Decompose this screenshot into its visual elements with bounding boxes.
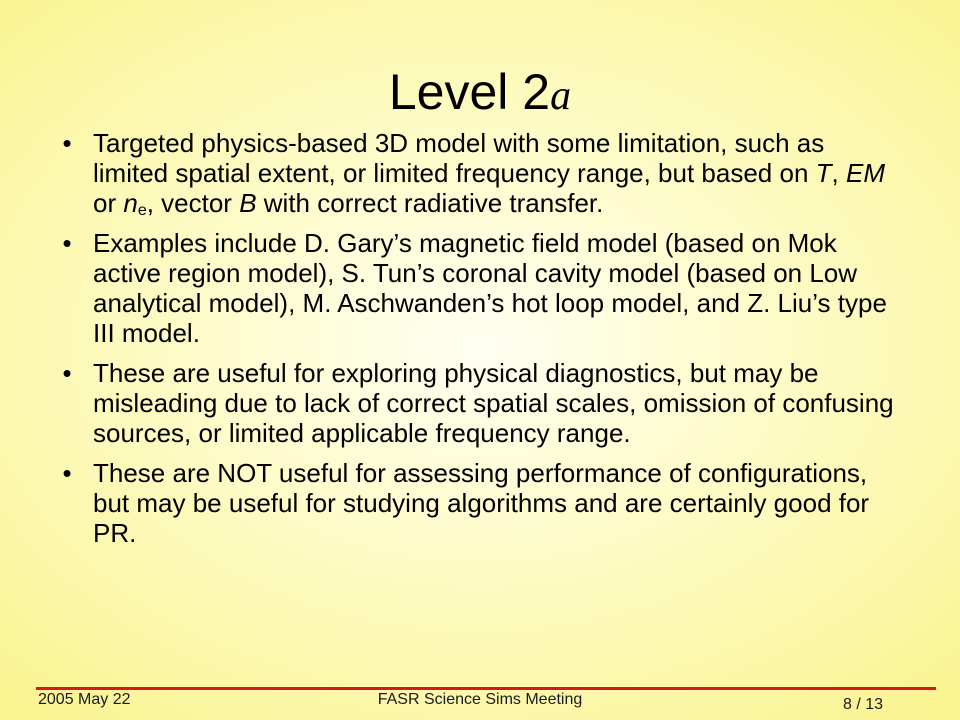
bullet-text-part: , vector: [146, 188, 240, 218]
bullet-text: These are useful for exploring physical diagnostics, but may be misleading due to lack of correct spatial scales, omission of confusing sources, or limited applicable frequency range.: [93, 358, 894, 448]
bullet-icon: •: [62, 358, 72, 388]
bullet-text-part: n: [123, 188, 138, 218]
bullet-text-part: ,: [831, 158, 846, 188]
bullet-item-useful-diagnostics: [64, 358, 904, 448]
footer-meeting-title: FASR Science Sims Meeting: [377, 691, 583, 708]
bullet-text-part: B: [239, 188, 257, 218]
footer-date: 2005 May 22: [38, 691, 131, 708]
bullet-text-part: Targeted physics-based 3D model with some limitation, such as limited spatial extent, or limited frequency range, but based on: [93, 128, 825, 188]
footer-page-number: 8 / 13: [842, 696, 883, 713]
bullet-subscript: e: [137, 202, 147, 219]
bullet-icon: •: [62, 458, 72, 488]
bullet-icon: •: [62, 128, 72, 158]
bullet-list: [64, 128, 904, 558]
bullet-text-part: T: [815, 158, 832, 188]
bullet-icon: •: [62, 228, 72, 258]
slide-title-text: Level 2: [388, 64, 551, 120]
bullet-text-part: or: [93, 188, 124, 218]
slide-title-suffix: a: [550, 73, 572, 119]
bullet-text-part: with correct radiative transfer.: [256, 188, 604, 218]
bullet-text-part: EM: [845, 158, 885, 188]
bullet-item-targeted-model: [64, 128, 904, 218]
bullet-text: Examples include D. Gary’s magnetic field model (based on Mok active region model), S. Tun’s coronal cavity model (based on Low analytical model), M. Aschwanden’s hot loop model, and Z. Liu’s type III model.: [93, 228, 887, 348]
slide-title: [0, 62, 960, 126]
bullet-text: These are NOT useful for assessing performance of configurations, but may be useful for studying algorithms and are certainly good for PR.: [93, 458, 870, 548]
bullet-item-not-useful: [64, 458, 904, 548]
bullet-item-examples: [64, 228, 904, 348]
